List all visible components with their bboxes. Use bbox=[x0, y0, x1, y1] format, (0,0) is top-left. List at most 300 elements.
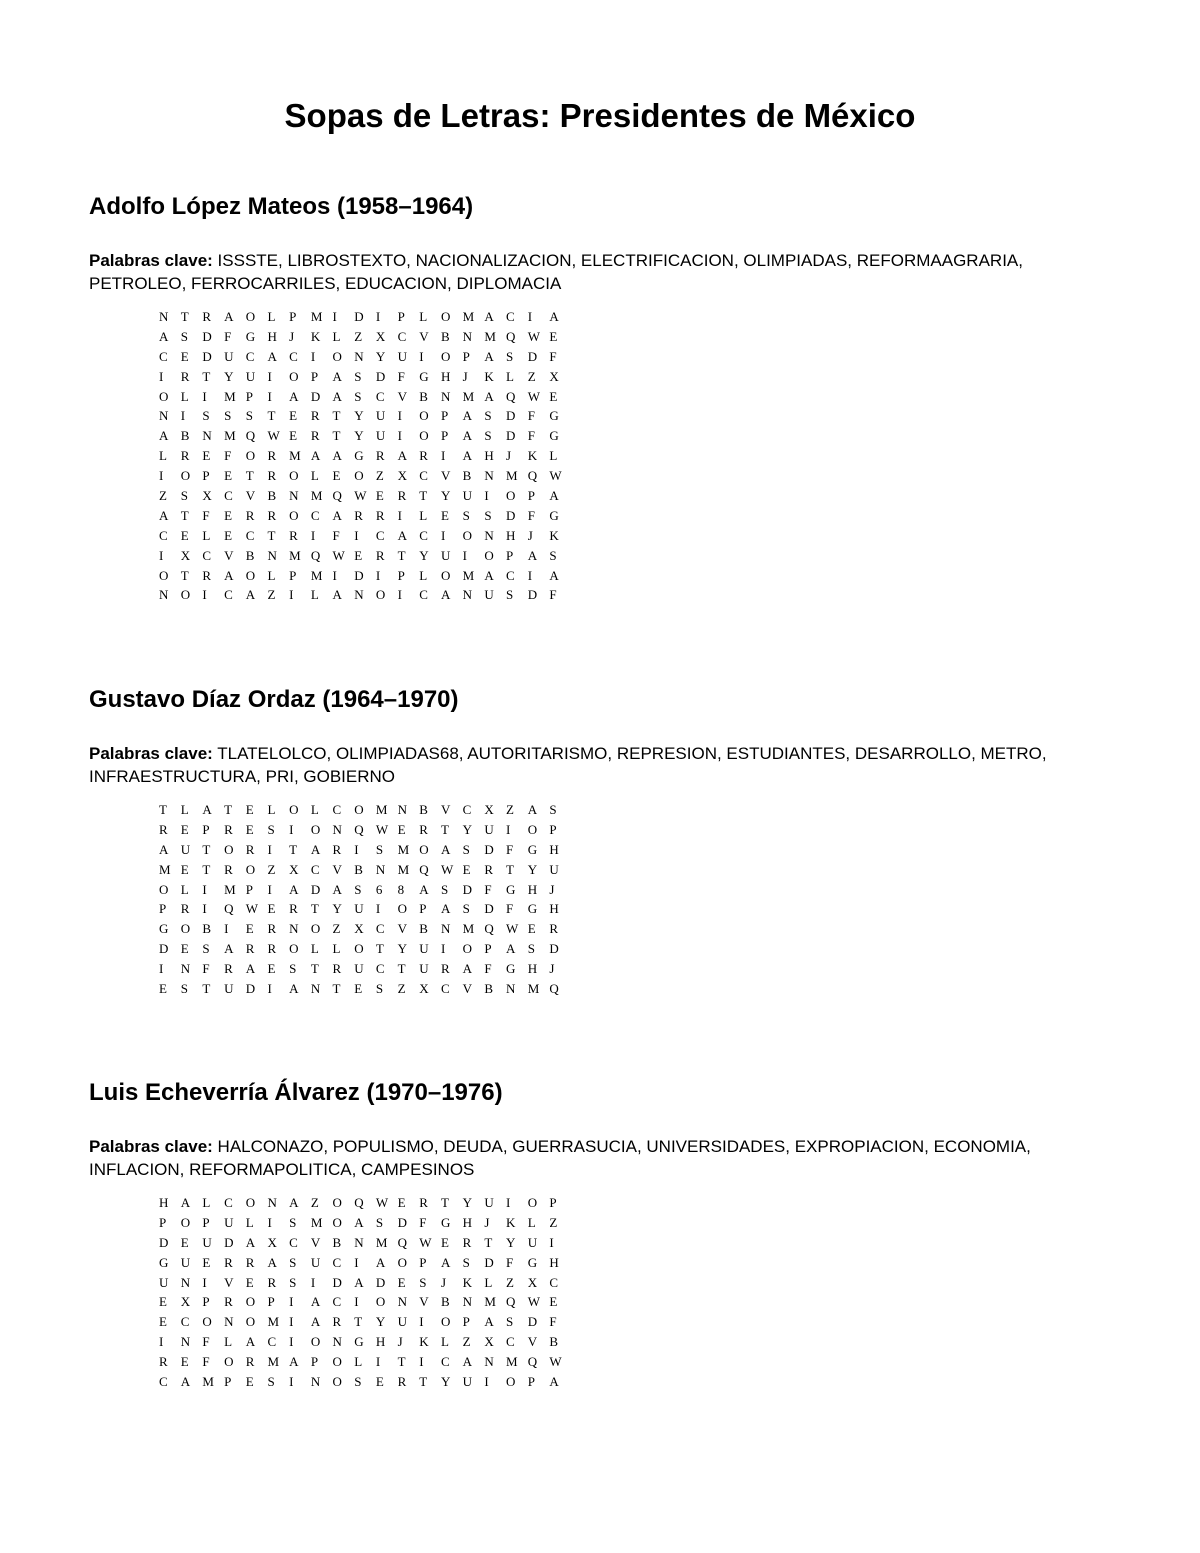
grid-letter: B bbox=[419, 388, 428, 404]
grid-letter: I bbox=[375, 901, 381, 917]
grid-letter: N bbox=[159, 309, 169, 324]
grid-letter: O bbox=[506, 1374, 516, 1390]
grid-letter: R bbox=[224, 861, 233, 877]
grid-letter: O bbox=[245, 567, 256, 583]
grid-letter: W bbox=[375, 821, 389, 837]
grid-letter: U bbox=[549, 861, 559, 877]
grid-letter: S bbox=[267, 821, 275, 837]
grid-letter: Y bbox=[354, 428, 364, 444]
grid-letter: R bbox=[267, 1274, 277, 1290]
grid-letter: O bbox=[310, 821, 321, 837]
grid-letter: I bbox=[332, 567, 337, 583]
grid-letter: F bbox=[224, 448, 232, 464]
grid-letter: A bbox=[354, 1274, 364, 1290]
grid-letter: D bbox=[332, 1274, 342, 1290]
grid-letter: D bbox=[527, 1314, 538, 1330]
grid-letter: E bbox=[180, 1354, 189, 1370]
grid-letter: E bbox=[440, 1234, 449, 1250]
section-heading: Luis Echeverría Álvarez (1970–1976) bbox=[89, 1079, 503, 1106]
grid-letter: D bbox=[506, 408, 516, 424]
grid-letter: R bbox=[245, 507, 255, 523]
grid-letter: M bbox=[506, 468, 518, 484]
section-echeverria bbox=[89, 1079, 1149, 1392]
grid-letter: N bbox=[484, 527, 494, 543]
grid-letter: Y bbox=[375, 1314, 386, 1330]
grid-letter: D bbox=[354, 567, 364, 583]
grid-letter: R bbox=[419, 1195, 428, 1210]
grid-letter: Z bbox=[310, 1195, 319, 1210]
keywords-label: Palabras clave: bbox=[89, 1137, 213, 1156]
grid-letter: A bbox=[527, 802, 538, 817]
grid-letter: Y bbox=[332, 901, 342, 917]
grid-letter: D bbox=[224, 1234, 234, 1250]
grid-letter: H bbox=[549, 1254, 559, 1270]
grid-row bbox=[159, 820, 1149, 840]
grid-letter: E bbox=[202, 1254, 211, 1270]
grid-letter: U bbox=[375, 408, 386, 424]
grid-letter: S bbox=[484, 408, 492, 424]
grid-letter: Q bbox=[397, 1234, 407, 1250]
keywords-paragraph bbox=[89, 1135, 1089, 1181]
grid-letter: N bbox=[375, 861, 386, 877]
grid-letter: O bbox=[289, 941, 299, 957]
grid-letter: I bbox=[202, 881, 207, 897]
grid-letter: C bbox=[332, 802, 342, 817]
grid-letter: B bbox=[354, 861, 363, 877]
grid-letter: G bbox=[527, 841, 538, 857]
grid-row bbox=[159, 566, 1149, 586]
grid-letter: O bbox=[527, 1195, 538, 1210]
grid-row bbox=[159, 327, 1149, 347]
grid-letter: M bbox=[310, 309, 323, 324]
grid-letter: P bbox=[202, 1214, 210, 1230]
grid-letter: Q bbox=[506, 328, 516, 344]
grid-letter: X bbox=[549, 368, 559, 384]
grid-letter: M bbox=[397, 861, 410, 877]
grid-row bbox=[159, 1213, 1149, 1233]
grid-row bbox=[159, 506, 1149, 526]
grid-letter: A bbox=[310, 841, 321, 857]
grid-letter: O bbox=[245, 448, 256, 464]
grid-letter: C bbox=[245, 527, 255, 543]
grid-letter: A bbox=[224, 567, 234, 583]
grid-letter: E bbox=[549, 328, 558, 344]
grid-letter: Q bbox=[354, 821, 364, 837]
grid-letter: S bbox=[375, 841, 384, 857]
grid-letter: X bbox=[527, 1274, 538, 1290]
grid-letter: A bbox=[245, 961, 256, 977]
grid-letter: F bbox=[419, 1214, 427, 1230]
grid-letter: F bbox=[506, 841, 514, 857]
grid-letter: A bbox=[245, 1234, 256, 1250]
grid-letter: J bbox=[527, 527, 533, 543]
grid-letter: I bbox=[159, 961, 164, 977]
grid-letter: N bbox=[462, 328, 473, 344]
grid-letter: T bbox=[397, 1354, 406, 1370]
grid-letter: P bbox=[549, 821, 557, 837]
grid-letter: C bbox=[375, 388, 385, 404]
grid-letter: A bbox=[484, 567, 494, 583]
grid-letter: F bbox=[549, 587, 557, 603]
grid-letter: N bbox=[462, 1294, 473, 1310]
grid-letter: Y bbox=[440, 488, 451, 504]
grid-letter: I bbox=[310, 1274, 316, 1290]
grid-letter: M bbox=[310, 567, 323, 583]
grid-row bbox=[159, 486, 1149, 506]
grid-letter: X bbox=[202, 488, 212, 504]
keywords-paragraph bbox=[89, 742, 1089, 788]
grid-letter: O bbox=[419, 428, 429, 444]
grid-letter: A bbox=[180, 1195, 191, 1210]
grid-letter: A bbox=[289, 881, 299, 897]
grid-letter: I bbox=[484, 488, 489, 504]
grid-letter: A bbox=[397, 448, 407, 464]
grid-letter: M bbox=[159, 861, 171, 877]
grid-letter: L bbox=[267, 802, 276, 817]
grid-letter: C bbox=[332, 1294, 342, 1310]
grid-letter: V bbox=[440, 802, 451, 817]
grid-letter: A bbox=[267, 1254, 277, 1270]
grid-letter: I bbox=[375, 309, 381, 324]
grid-letter: D bbox=[202, 328, 212, 344]
grid-letter: X bbox=[354, 921, 364, 937]
grid-letter: I bbox=[289, 1294, 294, 1310]
grid-letter: D bbox=[506, 428, 516, 444]
grid-letter: 6 bbox=[375, 881, 383, 897]
grid-letter: I bbox=[440, 941, 446, 957]
grid-letter: O bbox=[180, 921, 191, 937]
grid-letter: C bbox=[224, 587, 233, 603]
grid-letter: U bbox=[224, 1214, 234, 1230]
grid-letter: J bbox=[484, 1214, 490, 1230]
grid-letter: C bbox=[224, 488, 233, 504]
grid-letter: A bbox=[375, 1254, 386, 1270]
grid-letter: I bbox=[375, 567, 381, 583]
grid-letter: C bbox=[202, 547, 212, 563]
grid-letter: T bbox=[159, 802, 167, 817]
grid-letter: E bbox=[245, 821, 254, 837]
grid-letter: P bbox=[245, 388, 253, 404]
grid-letter: O bbox=[245, 309, 256, 324]
grid-letter: F bbox=[202, 1354, 210, 1370]
grid-letter: C bbox=[267, 1334, 277, 1350]
grid-letter: O bbox=[289, 802, 299, 817]
grid-letter: P bbox=[506, 547, 514, 563]
keywords-paragraph bbox=[89, 249, 1089, 295]
grid-letter: T bbox=[289, 841, 298, 857]
grid-letter: A bbox=[549, 567, 559, 583]
grid-letter: F bbox=[549, 1314, 557, 1330]
grid-letter: H bbox=[527, 961, 538, 977]
grid-letter: P bbox=[310, 1354, 319, 1370]
grid-row bbox=[159, 1233, 1149, 1253]
grid-letter: E bbox=[159, 1294, 167, 1310]
grid-letter: R bbox=[375, 547, 385, 563]
grid-letter: N bbox=[180, 1334, 191, 1350]
grid-letter: P bbox=[245, 881, 253, 897]
grid-letter: D bbox=[462, 881, 473, 897]
grid-letter: S bbox=[202, 941, 210, 957]
grid-letter: I bbox=[462, 547, 467, 563]
grid-letter: O bbox=[462, 941, 473, 957]
grid-letter: E bbox=[549, 388, 558, 404]
grid-letter: R bbox=[267, 941, 277, 957]
grid-letter: F bbox=[202, 1334, 210, 1350]
grid-letter: K bbox=[462, 1274, 473, 1290]
grid-letter: A bbox=[332, 587, 342, 603]
grid-row bbox=[159, 919, 1149, 939]
grid-letter: M bbox=[484, 328, 496, 344]
grid-letter: L bbox=[267, 567, 276, 583]
grid-letter: L bbox=[180, 802, 189, 817]
grid-letter: R bbox=[484, 861, 493, 877]
grid-letter: I bbox=[397, 507, 402, 523]
grid-letter: S bbox=[549, 802, 557, 817]
grid-letter: Y bbox=[375, 348, 386, 364]
grid-letter: S bbox=[506, 1314, 514, 1330]
grid-letter: E bbox=[549, 1294, 558, 1310]
grid-letter: N bbox=[224, 1314, 234, 1330]
page-title: Sopas de Letras: Presidentes de México bbox=[284, 97, 916, 134]
grid-letter: O bbox=[332, 348, 342, 364]
grid-letter: W bbox=[440, 861, 454, 877]
grid-letter: N bbox=[397, 1294, 407, 1310]
grid-letter: P bbox=[397, 309, 405, 324]
grid-letter: R bbox=[419, 821, 428, 837]
grid-letter: L bbox=[310, 941, 319, 957]
grid-letter: F bbox=[506, 901, 514, 917]
grid-letter: C bbox=[419, 468, 428, 484]
grid-letter: G bbox=[245, 328, 256, 344]
grid-letter: N bbox=[159, 408, 169, 424]
grid-letter: V bbox=[419, 328, 429, 344]
grid-letter: M bbox=[527, 981, 540, 997]
grid-letter: O bbox=[440, 1314, 451, 1330]
grid-letter: Y bbox=[506, 1234, 516, 1250]
grid-letter: F bbox=[527, 428, 535, 444]
grid-letter: T bbox=[506, 861, 514, 877]
grid-letter: Z bbox=[332, 921, 341, 937]
grid-letter: O bbox=[354, 468, 364, 484]
grid-letter: E bbox=[245, 1374, 254, 1390]
grid-row bbox=[159, 1352, 1149, 1372]
grid-letter: I bbox=[397, 408, 402, 424]
grid-letter: I bbox=[310, 527, 316, 543]
grid-letter: N bbox=[159, 587, 169, 603]
grid-letter: E bbox=[180, 527, 189, 543]
grid-letter: D bbox=[202, 348, 212, 364]
grid-letter: G bbox=[527, 1254, 538, 1270]
grid-letter: A bbox=[224, 309, 234, 324]
grid-letter: O bbox=[245, 1195, 256, 1210]
grid-letter: O bbox=[419, 408, 429, 424]
grid-letter: E bbox=[180, 1234, 189, 1250]
grid-letter: J bbox=[440, 1274, 446, 1290]
grid-letter: M bbox=[462, 567, 475, 583]
grid-letter: A bbox=[549, 1374, 559, 1390]
grid-letter: C bbox=[549, 1274, 559, 1290]
grid-letter: C bbox=[310, 507, 320, 523]
grid-letter: E bbox=[202, 448, 211, 464]
grid-letter: B bbox=[419, 921, 428, 937]
grid-letter: P bbox=[419, 1254, 427, 1270]
grid-letter: R bbox=[245, 1354, 255, 1370]
grid-letter: M bbox=[289, 547, 301, 563]
grid-letter: S bbox=[180, 981, 188, 997]
grid-letter: A bbox=[289, 981, 299, 997]
grid-letter: N bbox=[354, 587, 364, 603]
grid-letter: B bbox=[419, 802, 428, 817]
grid-letter: F bbox=[397, 368, 405, 384]
grid-letter: L bbox=[332, 941, 341, 957]
grid-letter: L bbox=[245, 1214, 254, 1230]
grid-letter: G bbox=[549, 408, 559, 424]
grid-letter: O bbox=[310, 1334, 321, 1350]
grid-letter: T bbox=[202, 981, 211, 997]
grid-letter: L bbox=[267, 309, 276, 324]
grid-row bbox=[159, 979, 1149, 999]
grid-letter: P bbox=[440, 428, 449, 444]
grid-letter: B bbox=[202, 921, 212, 937]
grid-letter: D bbox=[375, 368, 386, 384]
grid-letter: G bbox=[549, 428, 559, 444]
grid-letter: K bbox=[549, 527, 559, 543]
grid-letter: I bbox=[484, 1374, 489, 1390]
grid-letter: V bbox=[310, 1234, 321, 1250]
grid-letter: R bbox=[245, 841, 255, 857]
grid-letter: M bbox=[310, 1214, 323, 1230]
grid-letter: B bbox=[440, 1294, 450, 1310]
grid-letter: Q bbox=[527, 1354, 538, 1370]
grid-letter: C bbox=[289, 1234, 298, 1250]
grid-letter: U bbox=[375, 428, 386, 444]
grid-letter: I bbox=[267, 981, 272, 997]
grid-letter: I bbox=[419, 1354, 424, 1370]
grid-letter: O bbox=[506, 488, 516, 504]
grid-letter: Q bbox=[506, 1294, 516, 1310]
grid-letter: Y bbox=[419, 547, 429, 563]
grid-letter: U bbox=[310, 1254, 321, 1270]
grid-letter: T bbox=[375, 941, 384, 957]
grid-letter: I bbox=[202, 1274, 207, 1290]
grid-letter: D bbox=[375, 1274, 386, 1290]
grid-letter: A bbox=[397, 527, 407, 543]
grid-letter: T bbox=[224, 802, 233, 817]
word-search-grid bbox=[159, 1193, 1149, 1392]
grid-letter: M bbox=[310, 488, 323, 504]
grid-letter: R bbox=[332, 1314, 342, 1330]
grid-letter: H bbox=[506, 527, 516, 543]
grid-letter: E bbox=[354, 547, 363, 563]
grid-letter: L bbox=[419, 567, 428, 583]
grid-letter: A bbox=[484, 388, 494, 404]
grid-letter: U bbox=[419, 961, 429, 977]
section-heading: Adolfo López Mateos (1958–1964) bbox=[89, 193, 474, 220]
grid-letter: O bbox=[332, 1374, 342, 1390]
grid-letter: X bbox=[180, 1294, 191, 1310]
grid-letter: O bbox=[180, 1214, 191, 1230]
grid-row bbox=[159, 840, 1149, 860]
grid-letter: N bbox=[462, 587, 473, 603]
grid-letter: R bbox=[354, 507, 363, 523]
grid-letter: S bbox=[419, 1274, 427, 1290]
grid-letter: A bbox=[484, 309, 494, 324]
grid-letter: R bbox=[224, 1254, 233, 1270]
grid-letter: R bbox=[159, 821, 168, 837]
grid-letter: T bbox=[397, 547, 406, 563]
grid-letter: A bbox=[440, 841, 451, 857]
grid-letter: D bbox=[159, 1234, 169, 1250]
grid-letter: M bbox=[289, 448, 301, 464]
grid-letter: I bbox=[267, 881, 272, 897]
grid-letter: U bbox=[527, 1234, 538, 1250]
grid-row bbox=[159, 426, 1149, 446]
grid-letter: N bbox=[289, 921, 299, 937]
grid-letter: M bbox=[462, 921, 475, 937]
grid-letter: O bbox=[440, 567, 451, 583]
grid-row bbox=[159, 585, 1149, 605]
grid-letter: C bbox=[506, 567, 515, 583]
grid-letter: P bbox=[202, 1294, 210, 1310]
grid-letter: I bbox=[440, 448, 446, 464]
grid-letter: S bbox=[289, 1274, 297, 1290]
grid-letter: I bbox=[202, 901, 207, 917]
grid-row bbox=[159, 466, 1149, 486]
grid-letter: R bbox=[224, 961, 233, 977]
grid-letter: G bbox=[354, 448, 364, 464]
grid-letter: L bbox=[419, 309, 428, 324]
grid-letter: S bbox=[354, 881, 362, 897]
grid-letter: L bbox=[506, 368, 514, 384]
grid-letter: V bbox=[462, 981, 473, 997]
grid-letter: J bbox=[549, 961, 555, 977]
grid-letter: O bbox=[332, 1354, 342, 1370]
grid-letter: N bbox=[310, 981, 321, 997]
grid-letter: M bbox=[462, 309, 475, 324]
grid-letter: B bbox=[267, 488, 277, 504]
grid-letter: A bbox=[245, 1334, 256, 1350]
grid-letter: A bbox=[310, 1294, 321, 1310]
grid-letter: N bbox=[310, 1374, 321, 1390]
grid-letter: V bbox=[224, 547, 234, 563]
grid-letter: W bbox=[527, 328, 540, 344]
grid-letter: T bbox=[245, 468, 254, 484]
grid-letter: D bbox=[245, 981, 256, 997]
grid-letter: I bbox=[267, 1214, 272, 1230]
grid-letter: S bbox=[462, 507, 470, 523]
grid-letter: A bbox=[484, 348, 494, 364]
grid-letter: S bbox=[549, 547, 557, 563]
grid-letter: E bbox=[180, 821, 189, 837]
grid-letter: I bbox=[506, 821, 511, 837]
grid-letter: A bbox=[549, 488, 559, 504]
grid-letter: W bbox=[354, 488, 367, 504]
grid-letter: A bbox=[506, 941, 516, 957]
grid-letter: S bbox=[289, 961, 297, 977]
grid-letter: T bbox=[440, 821, 449, 837]
grid-letter: H bbox=[375, 1334, 386, 1350]
grid-letter: S bbox=[375, 1214, 384, 1230]
grid-letter: C bbox=[419, 527, 428, 543]
grid-letter: C bbox=[289, 348, 298, 364]
grid-letter: R bbox=[332, 841, 342, 857]
grid-letter: I bbox=[224, 921, 229, 937]
grid-letter: I bbox=[289, 821, 294, 837]
grid-letter: E bbox=[224, 527, 233, 543]
grid-letter: Q bbox=[224, 901, 234, 917]
grid-letter: E bbox=[375, 488, 384, 504]
grid-letter: J bbox=[462, 368, 468, 384]
